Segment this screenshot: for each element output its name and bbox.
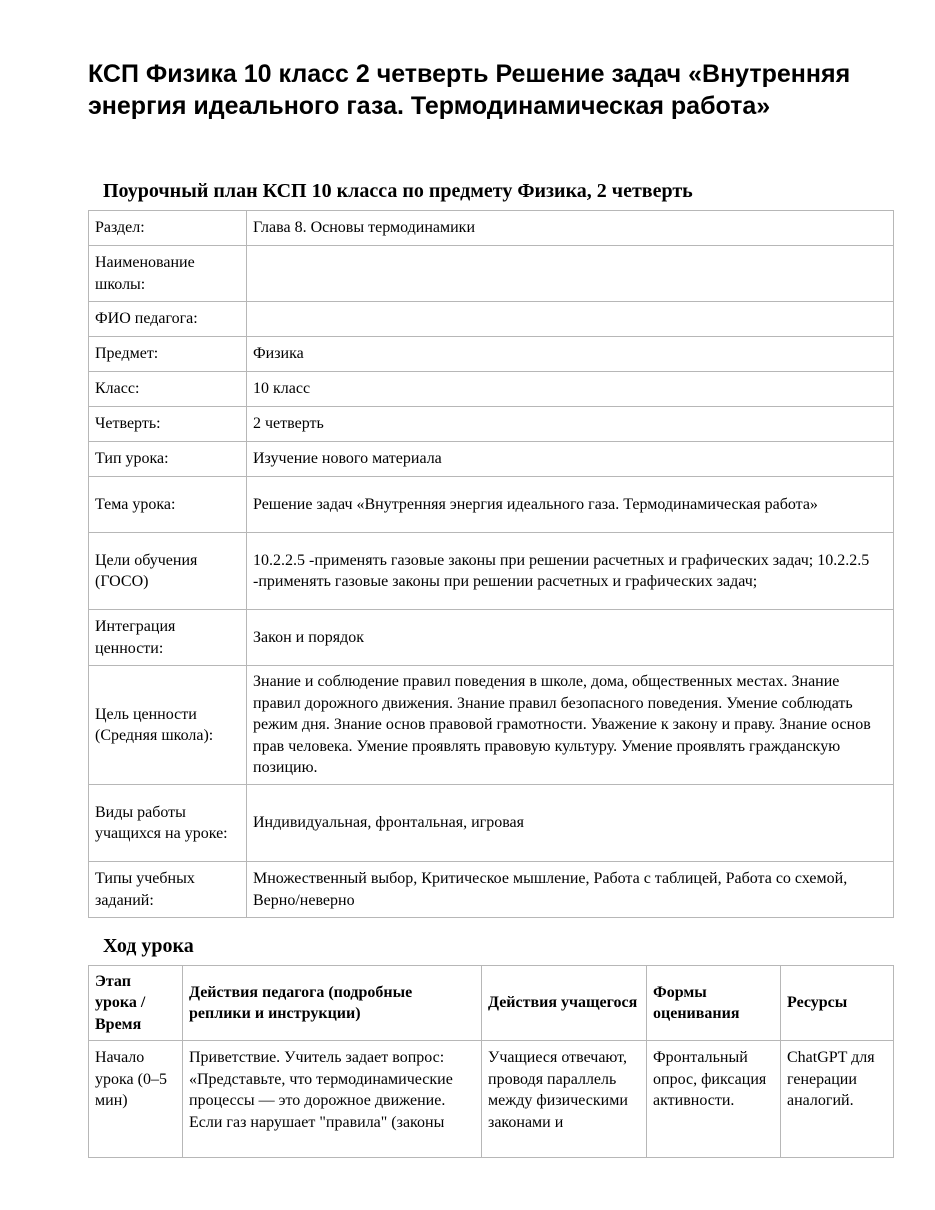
table-row [89,533,894,610]
table-header-row [89,966,894,1041]
table-row [89,862,894,918]
row-value: Знание и соблюдение правил поведения в школе, дома, общественных местах. Знание правил дорожного движения. Знание правил безопасного поведения. Умение соблюдать режим дня. Знание основ правовой грамотности. Уважение к закону и праву. Знание основ прав человека. Умение проявлять правовую культуру. Умение проявлять гражданскую позицию. [247,666,894,785]
row-label: Класс: [89,372,247,407]
row-value: Изучение нового материала [247,442,894,477]
header-teacher-actions: Действия педагога (подробные реплики и инструкции) [183,966,482,1041]
row-label: Четверть: [89,407,247,442]
table-row [89,302,894,337]
cell-teacher-text: Приветствие. Учитель задает вопрос: «Представьте, что термодинамические процессы — это дорожное движение. Если газ нарушает "правила" (законы [189,1049,453,1131]
cell-student-text: Учащиеся отвечают, проводя параллель между физическими законами и [488,1049,628,1131]
row-label: ФИО педагога: [89,302,247,337]
document-title: КСП Физика 10 класс 2 четверть Решение задач «Внутренняя энергия идеального газа. Термодинамическая работа» [88,60,851,120]
row-value: Множественный выбор, Критическое мышление, Работа с таблицей, Работа со схемой, Верно/неверно [247,862,894,918]
row-label: Цели обучения (ГОСО) [89,533,247,610]
table-row [89,211,894,246]
row-label: Виды работы учащихся на уроке: [89,785,247,862]
table-row [89,442,894,477]
row-label: Раздел: [89,211,247,246]
row-value: Закон и порядок [247,610,894,666]
row-value [247,246,894,302]
table-row [89,407,894,442]
cell-resources [781,1041,894,1158]
cell-resources-text: ChatGPT для генерации аналогий. [787,1049,875,1109]
table-row [89,246,894,302]
table-row [89,785,894,862]
row-value [247,302,894,337]
row-label: Цель ценности (Средняя школа): [89,666,247,785]
cell-stage [89,1041,183,1158]
cell-assessment [647,1041,781,1158]
header-stage: Этап урока / Время [89,966,183,1041]
cell-stage-text: Начало урока (0–5 мин) [95,1049,167,1109]
row-label: Предмет: [89,337,247,372]
row-value: 10.2.2.5 -применять газовые законы при решении расчетных и графических задач; 10.2.2.5 -применять газовые законы при решении расчетных и графических задач; [247,533,894,610]
row-label: Типы учебных заданий: [89,862,247,918]
row-value: Решение задач «Внутренняя энергия идеального газа. Термодинамическая работа» [247,477,894,533]
row-value: Глава 8. Основы термодинамики [247,211,894,246]
cell-assessment-text: Фронтальный опрос, фиксация активности. [653,1049,767,1109]
table-row [89,477,894,533]
table-row [89,372,894,407]
lesson-table [88,965,894,1158]
header-student-actions: Действия учащегося [482,966,647,1041]
row-value: Индивидуальная, фронтальная, игровая [247,785,894,862]
lesson-heading: Ход урока [103,935,194,957]
row-label: Тип урока: [89,442,247,477]
header-assessment: Формы оценивания [647,966,781,1041]
table-row [89,610,894,666]
table-row [89,1041,894,1158]
row-value: Физика [247,337,894,372]
row-value: 10 класс [247,372,894,407]
cell-student [482,1041,647,1158]
table-row [89,666,894,785]
row-label: Тема урока: [89,477,247,533]
plan-table [88,210,894,918]
row-label: Наименование школы: [89,246,247,302]
cell-teacher [183,1041,482,1158]
row-label: Интеграция ценности: [89,610,247,666]
header-resources: Ресурсы [781,966,894,1041]
row-value: 2 четверть [247,407,894,442]
plan-heading: Поурочный план КСП 10 класса по предмету Физика, 2 четверть [103,180,693,202]
table-row [89,337,894,372]
